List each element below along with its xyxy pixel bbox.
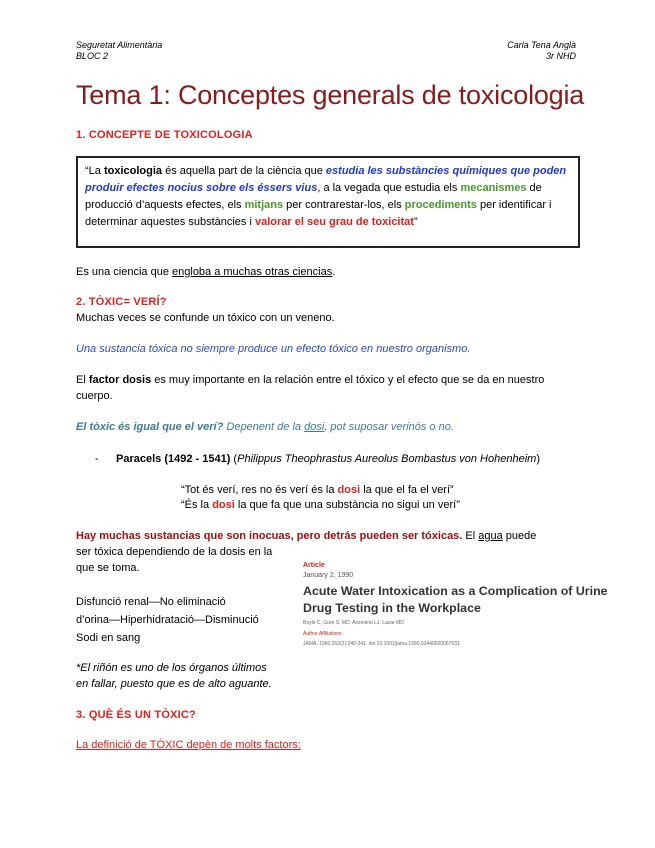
section3-heading: 3. QUÈ ÉS UN TÒXIC?: [76, 709, 196, 721]
dose-factor-paragraph: [76, 372, 566, 404]
question-text: Depenent de la: [223, 421, 305, 433]
def-text: per contrarestar-los, els: [283, 199, 405, 211]
dose-term: factor dosis: [88, 374, 152, 386]
definition-box: [76, 156, 580, 248]
header-subject: Seguretat Alimentària: [76, 40, 163, 50]
header-block: BLOC 2: [76, 51, 109, 61]
def-text: “La: [85, 165, 104, 177]
kidney-note-1: *El riñón es uno de los órganos últimos: [76, 662, 267, 674]
def-highlight-red: valorar el seu grau de toxicitat: [254, 216, 414, 228]
article-date: January 2, 1990: [303, 572, 354, 579]
def-highlight-blue: estudia les substàncies químiques que poden produir efectes nocius sobre els éssers vius: [85, 165, 567, 194]
dysfunction-line-1: Disfunció renal—No eliminació: [76, 596, 226, 608]
inocuous-agua: agua: [478, 530, 503, 542]
quote-2: [181, 497, 460, 513]
page-title: Tema 1: Conceptes generals de toxicologia: [76, 80, 585, 110]
def-highlight-green: procediments: [404, 199, 477, 211]
bullet-dash: -: [95, 453, 99, 465]
quote-text: la que el fa el verí”: [360, 484, 454, 496]
toxic-substance-line: Una sustancia tóxica no siempre produce un efecto tóxico en nuestro organismo.: [76, 343, 471, 355]
def-highlight-green: mecanismes: [460, 182, 527, 194]
header-right: [507, 40, 576, 62]
inocuous-text: puede: [502, 530, 537, 542]
quote-1: [181, 482, 454, 498]
paracels-fullname: Philippus Theophrastus Aureolus Bombastus von Hohenheim: [237, 453, 537, 465]
inocuous-bold: Hay muchas sustancias que son inocuas, pero detrás pueden ser tóxicas.: [76, 530, 463, 542]
def-text: , a la vegada que estudia els: [317, 182, 461, 194]
article-snippet: [303, 562, 608, 658]
question-text: , pot suposar verinós o no.: [324, 421, 454, 433]
paracels-name: Paracels (1492 - 1541): [116, 453, 231, 465]
def-text: de producció d’aquests efectes, els: [85, 182, 542, 211]
science-line: [76, 264, 335, 280]
section1-heading: 1. CONCEPTE DE TOXICOLOGIA: [76, 129, 253, 141]
article-title-2: Drug Testing in the Workplace: [303, 601, 481, 615]
header-left: [76, 40, 162, 62]
article-title-1: Acute Water Intoxication as a Complication of Urine: [303, 584, 608, 598]
def-text: ”: [413, 216, 418, 228]
def-highlight-green: mitjans: [244, 199, 284, 211]
kidney-note-2: en fallar, puesto que es de alto aguante.: [76, 678, 272, 690]
quote-dosi: dosi: [212, 499, 235, 511]
quote-dosi: dosi: [337, 484, 361, 496]
science-text: Es una ciencia que: [76, 266, 173, 278]
dysfunction-line-3: Sodi en sang: [76, 632, 141, 644]
def-text: és aquella part de la ciència que: [162, 165, 326, 177]
science-underlined: engloba a muchas otras ciencias: [172, 266, 333, 278]
header-course: 3r NHD: [545, 51, 576, 61]
inocuous-line: [76, 528, 536, 544]
confusion-line: Muchas veces se confunde un tóxico con un veneno.: [76, 312, 335, 324]
article-journal: JAMA. 1990;263(2):240-241. doi:10.1001/jama.1990.03440020067031: [303, 641, 460, 647]
dose-text: El: [76, 374, 89, 386]
inocuous-line-3: que se toma.: [76, 562, 140, 574]
inocuous-text: El: [462, 530, 479, 542]
def-text: per identificar i determinar aquestes substàncies i: [85, 199, 552, 228]
def-term: toxicologia: [103, 165, 163, 177]
dysfunction-line-2: d’orina—Hiperhidratació—Disminució: [76, 614, 259, 626]
article-label: Article: [303, 562, 325, 569]
question-line: [76, 419, 454, 435]
header-author: Carla Tena Anglà: [507, 40, 576, 50]
quote-text: “És la: [181, 499, 213, 511]
question-dosi: dosi: [304, 421, 325, 433]
inocuous-line-2: ser tóxica dependiendo de la dosis en la: [76, 546, 273, 558]
science-text: .: [332, 266, 336, 278]
question-bold: El tòxic és igual que el verí?: [76, 421, 224, 433]
paracels-text: (: [230, 453, 238, 465]
article-affiliations-link[interactable]: Author Affiliations: [303, 631, 342, 637]
section2-heading: 2. TÒXIC= VERÍ?: [76, 296, 167, 308]
dose-text: es muy importante en la relación entre el tóxico y el efecto que se da en nuestro cuerpo.: [76, 374, 545, 402]
quote-text: “Tot és verí, res no és verí és la: [181, 484, 338, 496]
article-authors: Boyle C, Gore S, MD, Anzevino LJ, Lazar MD: [303, 620, 404, 626]
paracels-text: ): [536, 453, 540, 465]
definition-factors-line: La definició de TÒXIC depèn de molts factors:: [76, 739, 301, 751]
paracels-line: [116, 451, 540, 467]
quote-text: la que fa que una substància no sigui un verí”: [234, 499, 460, 511]
